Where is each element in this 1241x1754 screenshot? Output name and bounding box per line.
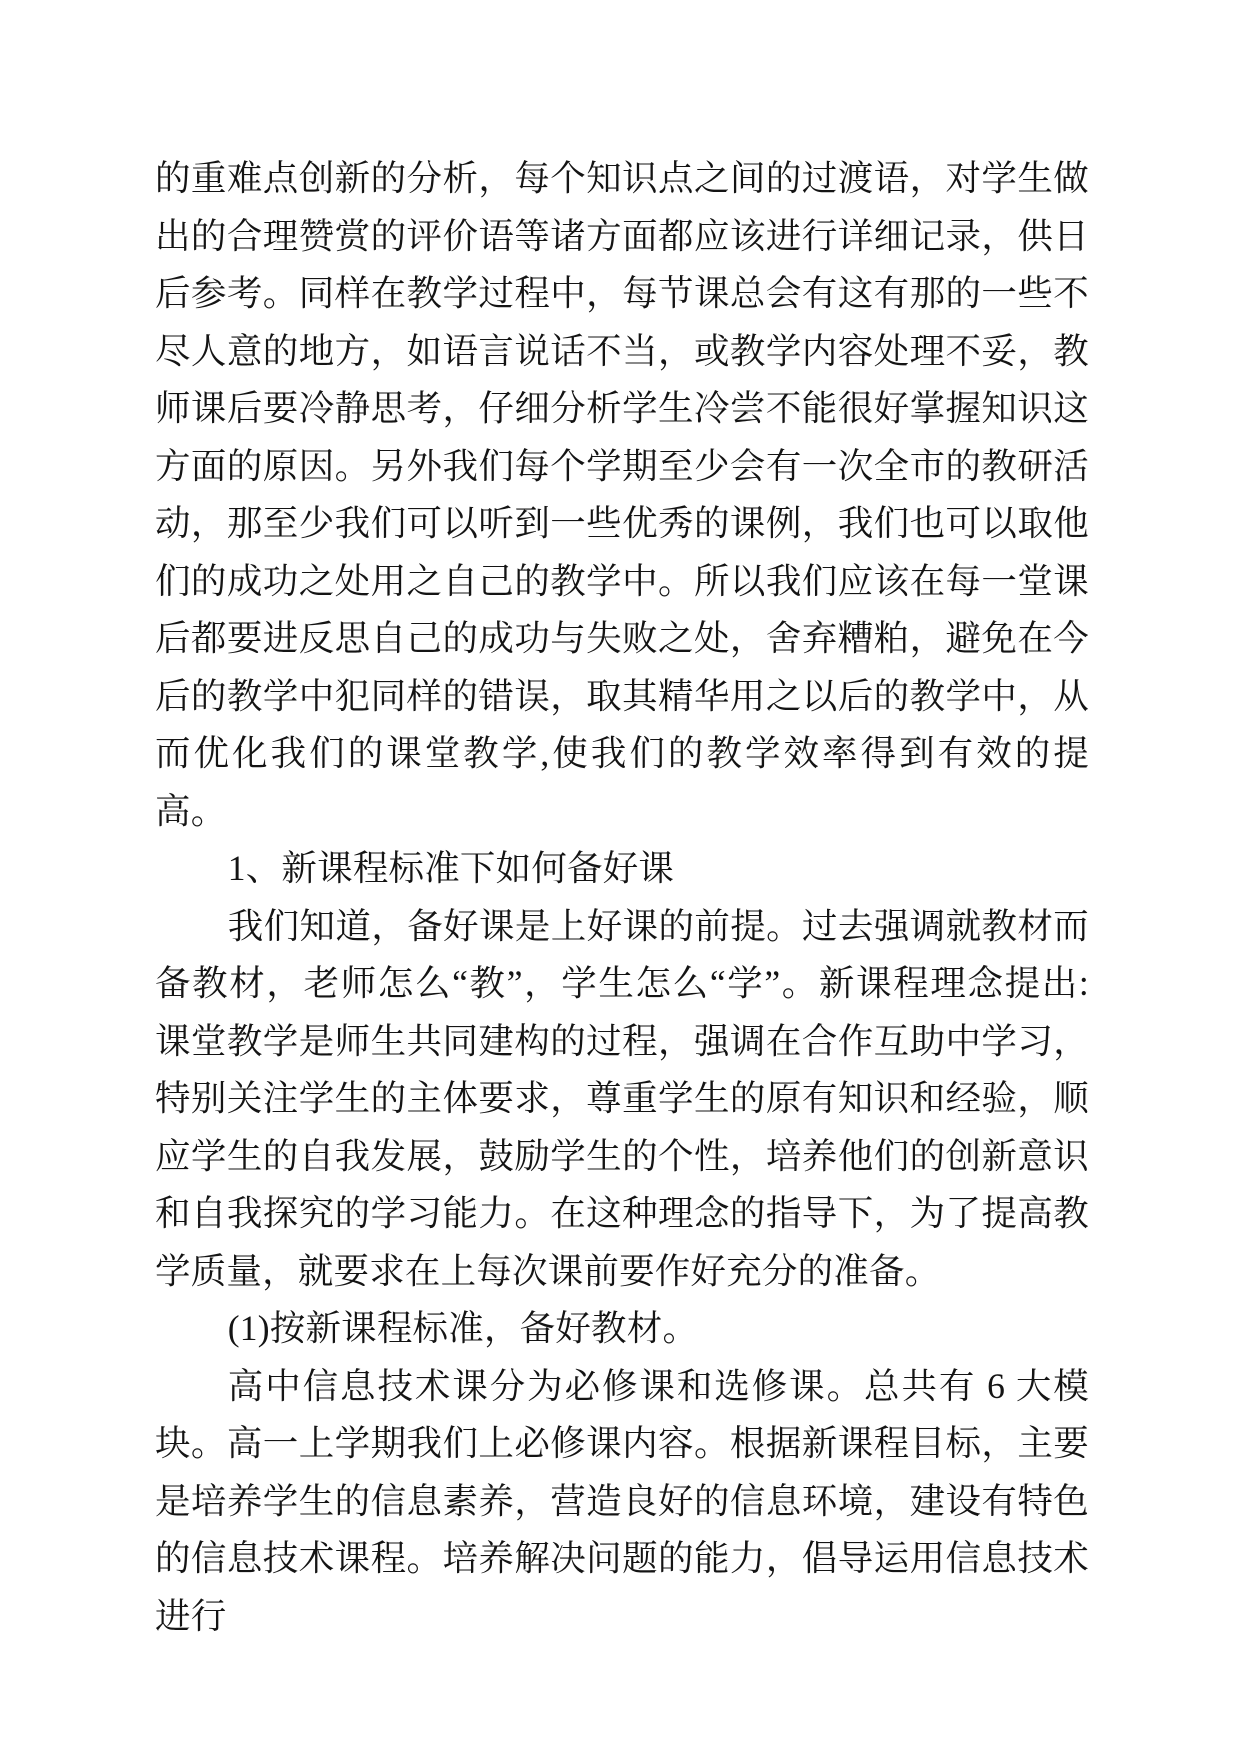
paragraph-3: 高中信息技术课分为必修课和选修课。总共有 6 大模块。高一上学期我们上必修课内容。根据新课程目标，主要是培养学生的信息素养，营造良好的信息环境，建设有特色的信息技术课程。培养解决问题的能力，倡导运用信息技术进行: [155, 1365, 1089, 1636]
paragraph-2: 我们知道，备好课是上好课的前提。过去强调就教材而备教材，老师怎么“教”，学生怎么“学”。新课程理念提出: 课堂教学是师生共同建构的过程，强调在合作互助中学习，特别关注学生的主体要求，尊重学生的原有知识和经验，顺应学生的自我发展，鼓励学生的个性，培养他们的创新意识和自我探究的学习能力。在这种理念的指导下，为了提高教学质量，就要求在上每次课前要作好充分的准备。: [155, 905, 1089, 1291]
paragraph-heading-1: 1、新课程标准下如何备好课: [227, 848, 675, 888]
paragraph-1: 的重难点创新的分析，每个知识点之间的过渡语，对学生做出的合理赞赏的评价语等诸方面都应该进行详细记录，供日后参考。同样在教学过程中，每节课总会有这有那的一些不尽人意的地方，如语言说话不当，或教学内容处理不妥，教师课后要冷静思考，仔细分析学生冷尝不能很好掌握知识这方面的原因。另外我们每个学期至少会有一次全市的教研活动，那至少我们可以听到一些优秀的课例，我们也可以取他们的成功之处用之自己的教学中。所以我们应该在每一堂课后都要进反思自己的成功与失败之处，舍弃糟粕，避免在今后的教学中犯同样的错误，取其精华用之以后的教学中，从而优化我们的课堂教学,使我们的教学效率得到有效的提高。: [155, 158, 1089, 831]
paragraph-subheading-1: (1)按新课程标准，备好教材。: [227, 1308, 699, 1348]
document-body: [155, 150, 1089, 1645]
